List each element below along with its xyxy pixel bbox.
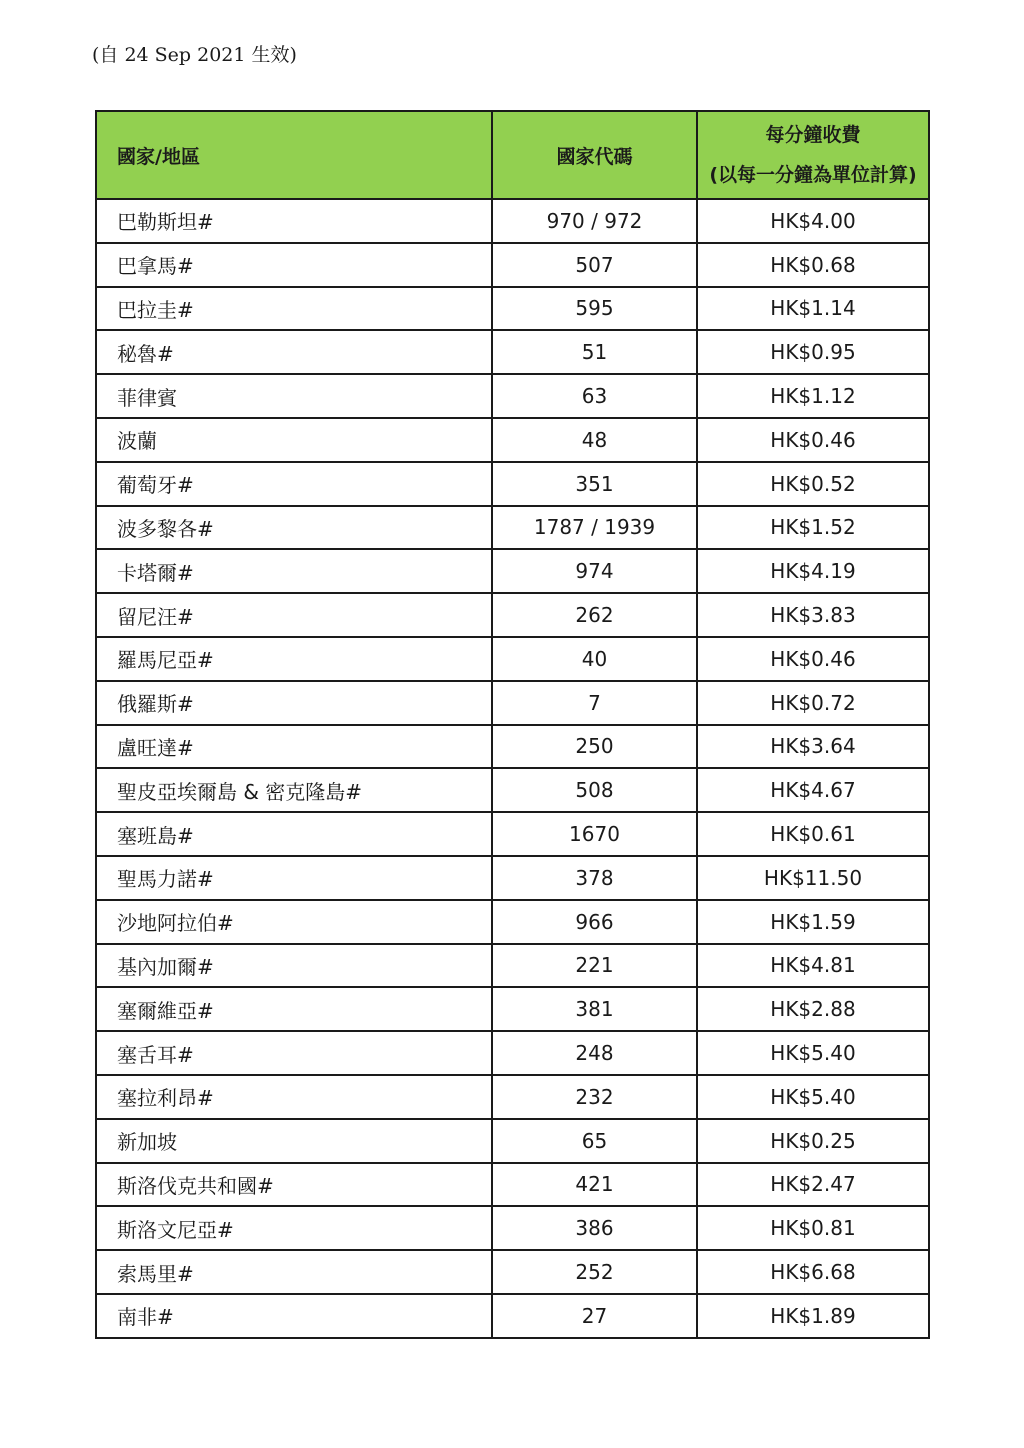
rate-cell: HK$11.50 — [697, 856, 929, 900]
table-row — [96, 987, 929, 1031]
rate-cell: HK$1.59 — [697, 900, 929, 944]
country-code-cell: 1670 — [492, 812, 697, 856]
rate-cell: HK$2.88 — [697, 987, 929, 1031]
country-cell: 卡塔爾# — [96, 549, 492, 593]
country-cell: 塞舌耳# — [96, 1031, 492, 1075]
country-code-cell: 65 — [492, 1119, 697, 1163]
country-cell: 塞拉利昂# — [96, 1075, 492, 1119]
country-code-cell: 508 — [492, 768, 697, 812]
header-row — [96, 111, 929, 199]
country-code-cell: 421 — [492, 1163, 697, 1207]
rate-cell: HK$1.52 — [697, 506, 929, 550]
table-row — [96, 506, 929, 550]
country-cell: 聖皮亞埃爾島 & 密克隆島# — [96, 768, 492, 812]
country-code-cell: 221 — [492, 944, 697, 988]
table-row — [96, 900, 929, 944]
country-cell: 波蘭 — [96, 418, 492, 462]
country-code-cell: 27 — [492, 1294, 697, 1338]
table-row — [96, 330, 929, 374]
country-code-cell: 974 — [492, 549, 697, 593]
country-cell: 葡萄牙# — [96, 462, 492, 506]
table-row — [96, 1206, 929, 1250]
country-cell: 聖馬力諾# — [96, 856, 492, 900]
country-cell: 波多黎各# — [96, 506, 492, 550]
table-row — [96, 549, 929, 593]
table-row — [96, 462, 929, 506]
table-row — [96, 637, 929, 681]
rate-cell: HK$0.25 — [697, 1119, 929, 1163]
table-row — [96, 944, 929, 988]
table-row — [96, 1119, 929, 1163]
header-rate-line1: 每分鐘收費 — [765, 124, 861, 146]
rate-cell: HK$1.89 — [697, 1294, 929, 1338]
country-cell: 沙地阿拉伯# — [96, 900, 492, 944]
header-country-code: 國家代碼 — [492, 111, 697, 199]
country-cell: 新加坡 — [96, 1119, 492, 1163]
header-rate-line2: (以每一分鐘為單位計算) — [709, 164, 917, 186]
table-row — [96, 1075, 929, 1119]
country-code-cell: 48 — [492, 418, 697, 462]
table-row — [96, 1163, 929, 1207]
table-row — [96, 287, 929, 331]
table-row — [96, 418, 929, 462]
rate-cell: HK$6.68 — [697, 1250, 929, 1294]
rates-table-header — [96, 111, 929, 199]
rate-cell: HK$0.61 — [697, 812, 929, 856]
country-cell: 斯洛文尼亞# — [96, 1206, 492, 1250]
country-cell: 塞班島# — [96, 812, 492, 856]
country-cell: 羅馬尼亞# — [96, 637, 492, 681]
rates-table-body — [96, 199, 929, 1338]
table-row — [96, 812, 929, 856]
rate-cell: HK$1.12 — [697, 374, 929, 418]
country-code-cell: 51 — [492, 330, 697, 374]
rate-cell: HK$0.81 — [697, 1206, 929, 1250]
rate-cell: HK$4.19 — [697, 549, 929, 593]
country-cell: 留尼汪# — [96, 593, 492, 637]
rate-cell: HK$4.81 — [697, 944, 929, 988]
country-code-cell: 351 — [492, 462, 697, 506]
table-row — [96, 1294, 929, 1338]
rate-cell: HK$2.47 — [697, 1163, 929, 1207]
country-code-cell: 970 / 972 — [492, 199, 697, 243]
rates-table — [95, 110, 930, 1339]
table-row — [96, 374, 929, 418]
rate-cell: HK$4.67 — [697, 768, 929, 812]
rate-cell: HK$0.52 — [697, 462, 929, 506]
rate-cell: HK$5.40 — [697, 1075, 929, 1119]
country-cell: 巴拿馬# — [96, 243, 492, 287]
country-code-cell: 386 — [492, 1206, 697, 1250]
table-row — [96, 243, 929, 287]
rate-cell: HK$0.95 — [697, 330, 929, 374]
country-cell: 盧旺達# — [96, 725, 492, 769]
country-code-cell: 63 — [492, 374, 697, 418]
rate-cell: HK$0.46 — [697, 418, 929, 462]
header-rate — [697, 111, 929, 199]
header-country: 國家/地區 — [96, 111, 492, 199]
country-cell: 斯洛伐克共和國# — [96, 1163, 492, 1207]
country-code-cell: 232 — [492, 1075, 697, 1119]
table-row — [96, 725, 929, 769]
rate-cell: HK$0.72 — [697, 681, 929, 725]
table-row — [96, 1250, 929, 1294]
country-cell: 塞爾維亞# — [96, 987, 492, 1031]
table-row — [96, 856, 929, 900]
country-code-cell: 40 — [492, 637, 697, 681]
rate-cell: HK$0.68 — [697, 243, 929, 287]
country-code-cell: 507 — [492, 243, 697, 287]
rate-cell: HK$1.14 — [697, 287, 929, 331]
country-code-cell: 248 — [492, 1031, 697, 1075]
country-code-cell: 381 — [492, 987, 697, 1031]
table-row — [96, 199, 929, 243]
country-code-cell: 7 — [492, 681, 697, 725]
rate-cell: HK$0.46 — [697, 637, 929, 681]
rate-cell: HK$3.64 — [697, 725, 929, 769]
country-cell: 巴拉圭# — [96, 287, 492, 331]
table-row — [96, 593, 929, 637]
country-code-cell: 250 — [492, 725, 697, 769]
country-cell: 基內加爾# — [96, 944, 492, 988]
country-cell: 索馬里# — [96, 1250, 492, 1294]
rate-cell: HK$5.40 — [697, 1031, 929, 1075]
country-code-cell: 378 — [492, 856, 697, 900]
country-cell: 南非# — [96, 1294, 492, 1338]
country-code-cell: 262 — [492, 593, 697, 637]
rate-cell: HK$3.83 — [697, 593, 929, 637]
country-code-cell: 252 — [492, 1250, 697, 1294]
country-cell: 菲律賓 — [96, 374, 492, 418]
country-code-cell: 1787 / 1939 — [492, 506, 697, 550]
country-cell: 巴勒斯坦# — [96, 199, 492, 243]
table-row — [96, 768, 929, 812]
country-code-cell: 966 — [492, 900, 697, 944]
effective-date-note: (自 24 Sep 2021 生效) — [92, 44, 297, 66]
country-cell: 俄羅斯# — [96, 681, 492, 725]
table-row — [96, 681, 929, 725]
country-code-cell: 595 — [492, 287, 697, 331]
rate-cell: HK$4.00 — [697, 199, 929, 243]
country-cell: 秘魯# — [96, 330, 492, 374]
table-row — [96, 1031, 929, 1075]
